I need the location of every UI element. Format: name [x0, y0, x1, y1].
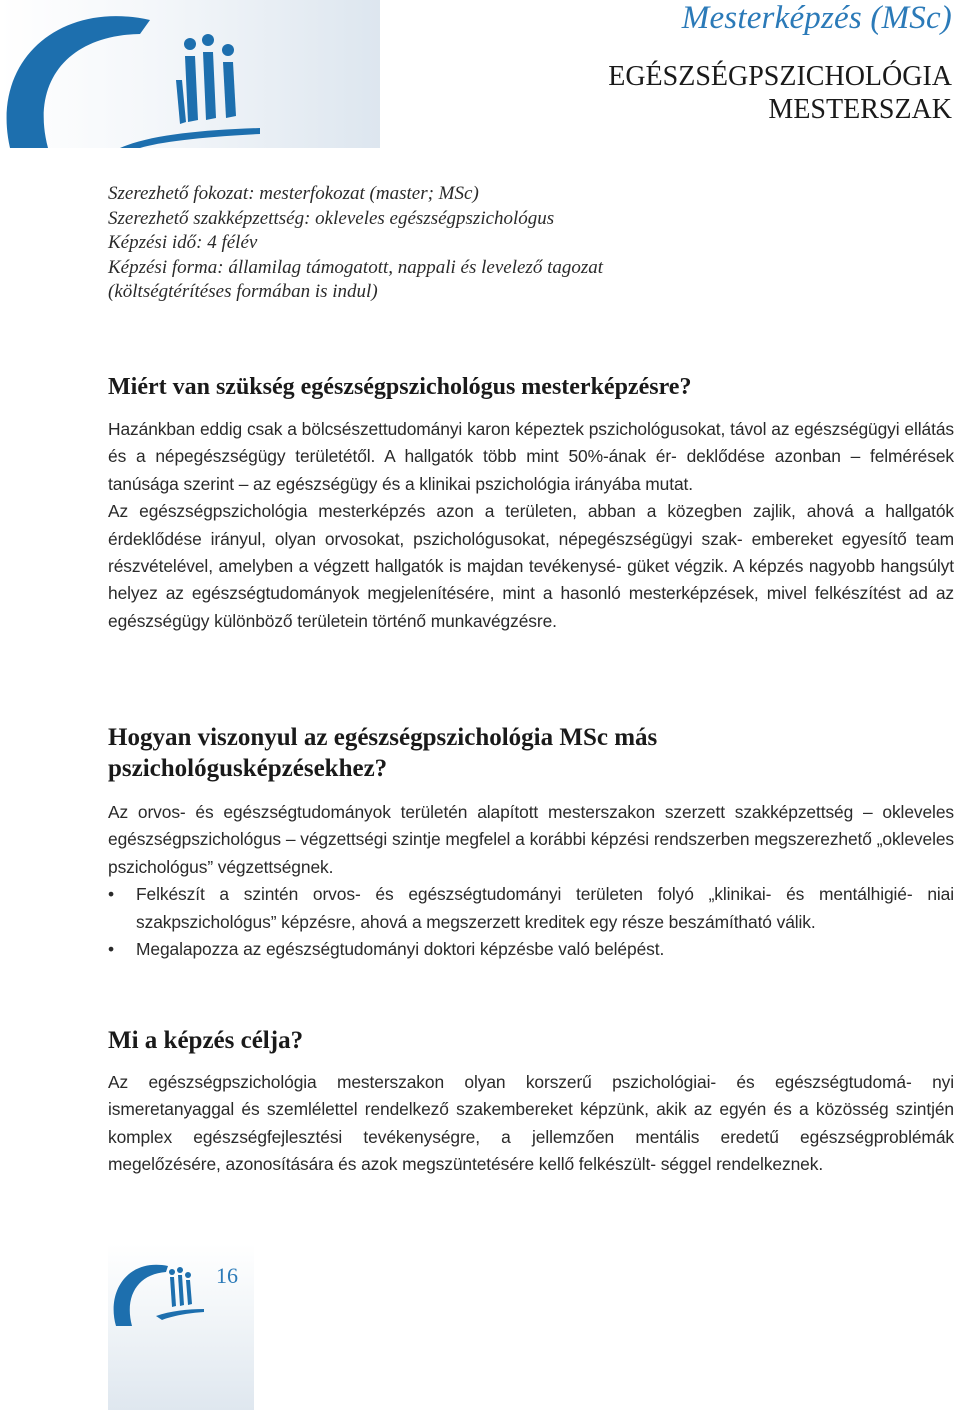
- text-line: Felkészít a szintén orvos- és egészségtudományi területen folyó „klinikai- és mentálhigié-: [136, 884, 913, 905]
- text-line: deklődése azonban – felmérések tanúsága szerint – az egészségügy és a klinikai pszichológia: [108, 446, 955, 494]
- text-line: válik.: [776, 911, 816, 932]
- program-name-line2: MESTERSZAK: [768, 94, 952, 125]
- text-line: mint a hasonló mesterképzések, mivel felkészítést ad az egészségügy különböző területein: [108, 583, 955, 631]
- section2-paragraph: [108, 799, 954, 881]
- text-line: güket végzik. A képzés nagyobb hangsúlyt helyez az egészségtudományok megjelenítésére,: [108, 556, 955, 604]
- section2-heading-line1: Hogyan viszonyul az egészségpszichológia MSc más: [108, 724, 658, 751]
- fact-line: Szerezhető fokozat: mesterfokozat (master; MSc): [108, 183, 479, 204]
- section2-heading-line2: pszichológusképzésekhez?: [108, 755, 388, 782]
- text-line: embereket egyesítő team részvételével, amelyben a végzett hallgatók is majdan tevékenysé-: [108, 528, 954, 577]
- text-line: történő munkavégzésre.: [372, 610, 557, 631]
- text-line: Az orvos- és egészségtudományok területén alapított mesterszakon szerzett szakképzettség –: [108, 802, 883, 822]
- section3-heading: Mi a képzés célja?: [108, 1027, 304, 1054]
- page-number: 16: [216, 1263, 238, 1288]
- text-line: Az egészségpszichológia mesterképzés azon a területen, abban a közegben zajlik, ahová a: [108, 501, 886, 522]
- text-line: közösség szintjén komplex egészségfejlesztési tevékenységre, a jellemzően mentális eredetű: [108, 1099, 954, 1147]
- text-line: megszerezhető „okleveles pszichológus” végzettségnek.: [108, 829, 954, 877]
- section1-paragraph-2: [108, 498, 954, 635]
- fact-line: Szerezhető szakképzettség: okleveles egészségpszichológus: [108, 207, 555, 229]
- text-line: egészségproblémák megelőzésére, azonosítására és azok megszüntetésére kellő felkészült-: [108, 1126, 954, 1175]
- text-line: egészségügyi ellátás és a népegészségügy területétől. A hallgatók több mint 50%-ának ér-: [108, 419, 954, 467]
- section1-paragraph-1: [108, 416, 954, 498]
- text-line: Megalapozza az egészségtudományi doktori képzésbe való belépést.: [136, 939, 665, 960]
- footer-logo-icon: [108, 1256, 208, 1326]
- fact-line: Képzési idő: 4 félév: [108, 232, 258, 254]
- fact-line: (költségtérítéses formában is indul): [108, 281, 378, 303]
- bullet-item: [108, 936, 954, 963]
- text-line: hallgatók érdeklődése irányul, olyan orvosokat, pszichológusokat, népegészségügyi szak-: [108, 501, 954, 549]
- section1-body: [108, 416, 954, 635]
- bullet-item: [108, 881, 954, 936]
- text-line: séggel rendelkeznek.: [660, 1154, 824, 1175]
- program-name: [608, 60, 952, 126]
- fact-line: Képzési forma: államilag támogatott, nappali és levelező tagozat: [108, 256, 604, 278]
- section2-body: [108, 799, 954, 963]
- program-type: Mesterképzés (MSc): [681, 0, 952, 36]
- text-line: Hazánkban eddig csak a bölcsészettudományi karon képeztek pszichológusokat, távol az: [108, 419, 795, 439]
- program-facts: [108, 182, 603, 305]
- text-line: okleveles egészségpszichológus – végzettségi szintje megfelel a korábbi képzési rendszerben: [108, 802, 954, 850]
- university-logo-icon: [0, 0, 300, 148]
- text-line: niai szakpszichológus” képzésre, ahová a megszerzett kreditek egy része beszámítható: [136, 884, 954, 932]
- section3-paragraph: [108, 1069, 954, 1179]
- text-line: irányába mutat.: [574, 473, 693, 494]
- text-line: Az egészségpszichológia mesterszakon olyan korszerű pszichológiai- és egészségtudomá-: [108, 1072, 912, 1092]
- section3-body: [108, 1069, 954, 1179]
- program-name-line1: EGÉSZSÉGPSZICHOLÓGIA: [608, 61, 952, 92]
- text-line: nyi ismeretanyaggal és szemlélettel rendelkező szakembereket képzünk, akik az egyén és a: [108, 1072, 954, 1120]
- section2-heading: [108, 722, 954, 784]
- section1-heading: Miért van szükség egészségpszichológus mesterképzésre?: [108, 374, 692, 400]
